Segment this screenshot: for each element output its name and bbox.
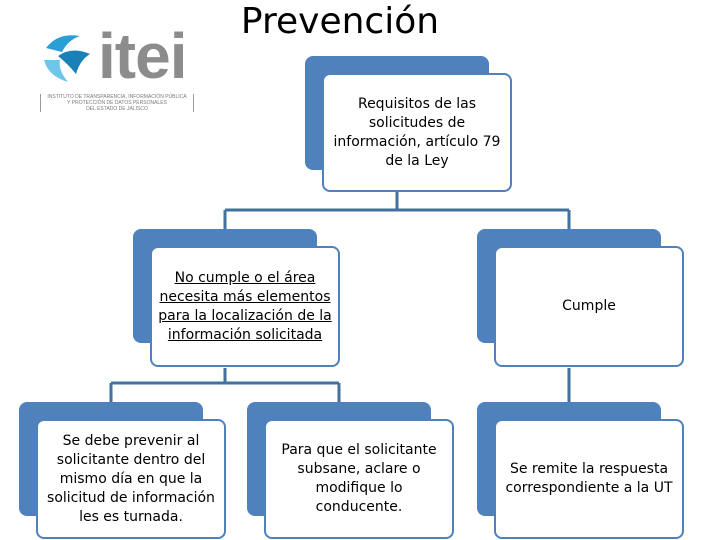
logo-subtitle-line: INSTITUTO DE TRANSPARENCIA, INFORMACIÓN PÚBLICA — [47, 94, 187, 100]
logo-brand-text: itei — [98, 20, 187, 92]
node-no-cumple-label: No cumple o el área necesita más elementos para la localización de la información solicitada — [150, 246, 340, 367]
logo-subtitle-line: DEL ESTADO DE JALISCO — [86, 106, 148, 112]
node-subsane-label: Para que el solicitante subsane, aclare o modifique lo conducente. — [264, 419, 454, 539]
node-remite-label: Se remite la respuesta correspondiente a la UT — [494, 419, 684, 539]
node-prevenir-label: Se debe prevenir al solicitante dentro del mismo día en que la solicitud de información les es turnada. — [36, 419, 226, 539]
node-cumple-label: Cumple — [494, 246, 684, 367]
page-title: Prevención — [240, 1, 440, 42]
logo-subtitle-line: Y PROTECCIÓN DE DATOS PERSONALES — [67, 100, 167, 106]
node-root-label: Requisitos de las solicitudes de información, artículo 79 de la Ley — [322, 73, 512, 192]
